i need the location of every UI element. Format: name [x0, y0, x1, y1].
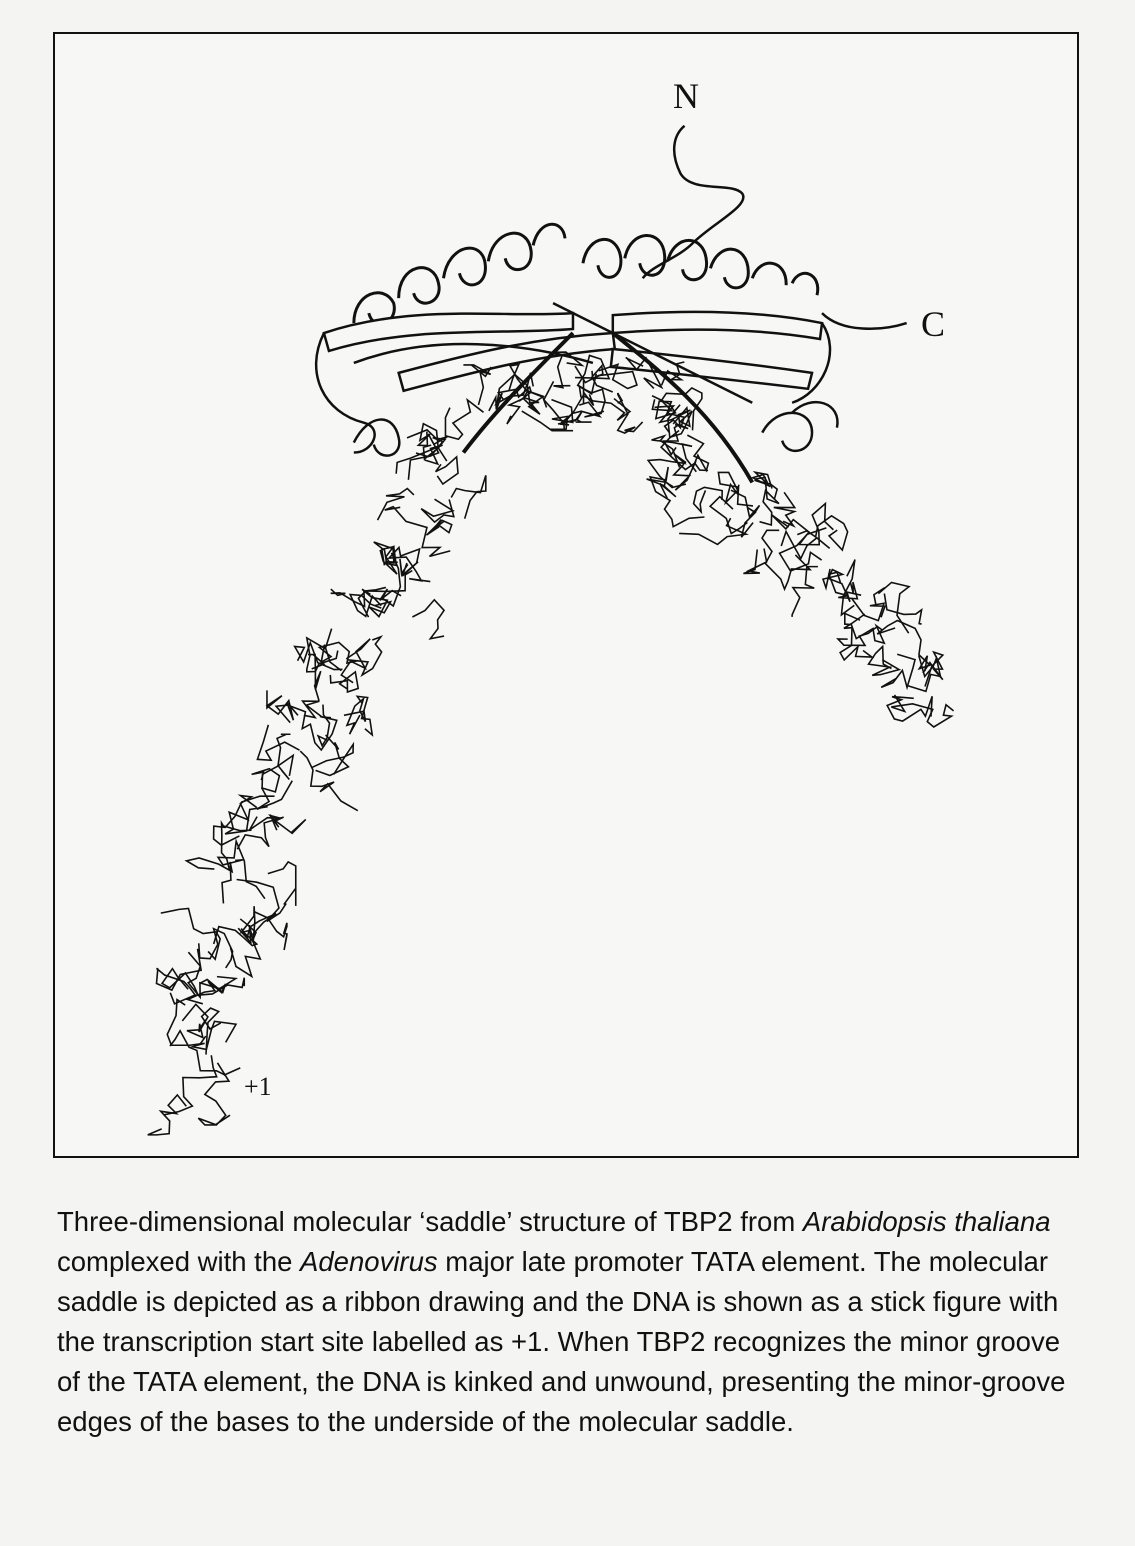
c-terminus-label: C [921, 304, 946, 344]
caption-species: Arabidopsis thaliana [802, 1206, 1051, 1237]
dna-stick-segment [344, 699, 365, 735]
beta-sheet [324, 303, 822, 482]
c-terminal-tail [822, 313, 907, 329]
dna-stick-segment [348, 637, 382, 675]
dna-stick-segment [303, 701, 331, 718]
caption-part-3: major late promoter TATA element. The molecular saddle is depicted as a ribbon drawing and the DNA is shown as a stick figure with the transcription start site labelled as +1. When TBP2 recognizes the minor groove of the TATA element, the DNA is kinked and unwound, presenting the minor-groove edges of the bases to the underside of the molecular saddle. [57, 1246, 1066, 1437]
caption-part-1: Three-dimensional molecular ‘saddle’ structure of TBP2 from [57, 1206, 803, 1237]
molecular-structure-illustration [55, 34, 1077, 1156]
dna-stick-segment [421, 499, 454, 522]
n-terminus-label: N [673, 76, 699, 116]
caption-part-2: complexed with the [57, 1246, 301, 1277]
dna-stick-segment [881, 654, 915, 687]
alpha-helix-left [354, 224, 565, 324]
n-terminal-tail [643, 126, 744, 278]
dna-stick-segment [331, 587, 386, 606]
dna-stick-segment [869, 646, 900, 675]
alpha-helix-right [583, 236, 818, 296]
dna-stick-segment [852, 599, 885, 621]
dna-stick-segment [311, 744, 353, 774]
dna-strand-left [148, 424, 486, 1135]
dna-stick-segment [877, 621, 930, 672]
dna-stick-segment [268, 862, 296, 906]
dna-stick-segment [874, 582, 909, 633]
dna-stick-segment [887, 696, 932, 721]
figure-caption [57, 1202, 1087, 1442]
dna-stick-segment [426, 519, 451, 535]
dna-stick-segment [772, 515, 822, 571]
figure-frame [53, 32, 1079, 1158]
dna-stick-segment [257, 755, 293, 809]
start-site-label: +1 [244, 1072, 272, 1101]
dna-stick-segment [378, 489, 414, 521]
dna-stick-segment [884, 594, 921, 625]
dna-stick-segment [330, 672, 358, 692]
dna-stick-segment [650, 467, 704, 527]
dna-stick-segment [218, 841, 265, 898]
caption-virus: Adenovirus [300, 1246, 438, 1277]
dna-stick-segment [743, 548, 766, 573]
dna-stick-segment [374, 542, 398, 565]
dna-stick-segment [451, 475, 486, 518]
dna-stick-segment [238, 914, 276, 939]
dna-stick-segment [308, 655, 324, 701]
dna-stick-segment [412, 600, 444, 639]
dna-stick-segment [618, 393, 643, 433]
dna-stick-segment [565, 393, 594, 422]
dna-stick-segment [161, 908, 220, 959]
dna-stick-segment [710, 497, 747, 534]
dna-stick-segment [164, 1055, 217, 1115]
dna-stick-segment [436, 457, 458, 484]
dna-stick-segment [277, 734, 290, 779]
dna-stick-segment [792, 567, 818, 617]
dna-strand-right [647, 436, 954, 727]
